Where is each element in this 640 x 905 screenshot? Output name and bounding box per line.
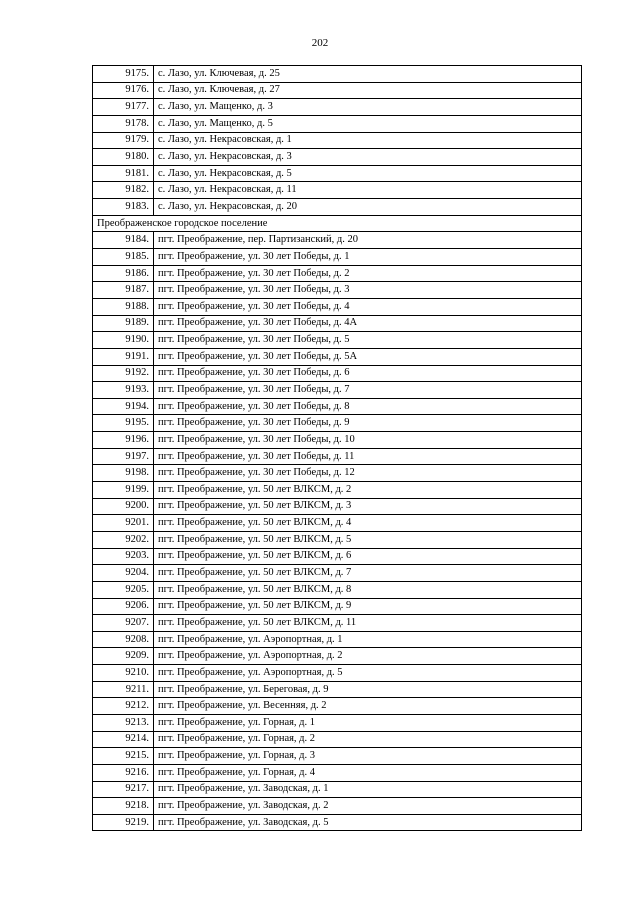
- table-row: [93, 598, 582, 615]
- row-number: 9177.: [93, 99, 154, 116]
- row-number: 9179.: [93, 132, 154, 149]
- row-number: 9191.: [93, 348, 154, 365]
- row-number: 9189.: [93, 315, 154, 332]
- table-row: [93, 182, 582, 199]
- row-number: 9185.: [93, 249, 154, 266]
- table-row: [93, 681, 582, 698]
- row-address: пгт. Преображение, ул. Заводская, д. 5: [154, 814, 582, 831]
- row-number: 9203.: [93, 548, 154, 565]
- table-row: [93, 432, 582, 449]
- table-row: [93, 115, 582, 132]
- table-row: [93, 665, 582, 682]
- row-address: пгт. Преображение, ул. 30 лет Победы, д. 5А: [154, 348, 582, 365]
- row-address: пгт. Преображение, ул. 30 лет Победы, д. 6: [154, 365, 582, 382]
- table-row: [93, 66, 582, 83]
- table-row: [93, 199, 582, 216]
- row-number: 9207.: [93, 615, 154, 632]
- row-address: пгт. Преображение, ул. Заводская, д. 1: [154, 781, 582, 798]
- section-heading: Преображенское городское поселение: [93, 215, 582, 232]
- table-row: [93, 515, 582, 532]
- table-row: [93, 781, 582, 798]
- row-address: с. Лазо, ул. Некрасовская, д. 5: [154, 165, 582, 182]
- table-row: [93, 648, 582, 665]
- row-number: 9183.: [93, 199, 154, 216]
- table-row: [93, 548, 582, 565]
- row-address: пгт. Преображение, ул. 50 лет ВЛКСМ, д. 5: [154, 531, 582, 548]
- row-address: с. Лазо, ул. Мащенко, д. 5: [154, 115, 582, 132]
- row-number: 9205.: [93, 581, 154, 598]
- row-address: пгт. Преображение, ул. 50 лет ВЛКСМ, д. 8: [154, 581, 582, 598]
- table-row: [93, 132, 582, 149]
- table-row: [93, 698, 582, 715]
- row-address: пгт. Преображение, ул. Горная, д. 2: [154, 731, 582, 748]
- address-table-body: [93, 66, 582, 831]
- table-row: [93, 282, 582, 299]
- table-row: [93, 165, 582, 182]
- page-number: 202: [311, 37, 329, 49]
- row-address: пгт. Преображение, ул. 30 лет Победы, д. 8: [154, 398, 582, 415]
- table-row: [93, 99, 582, 116]
- row-number: 9197.: [93, 448, 154, 465]
- row-number: 9216.: [93, 764, 154, 781]
- row-address: пгт. Преображение, ул. 50 лет ВЛКСМ, д. 9: [154, 598, 582, 615]
- row-address: пгт. Преображение, ул. 30 лет Победы, д. 1: [154, 249, 582, 266]
- row-number: 9217.: [93, 781, 154, 798]
- row-number: 9195.: [93, 415, 154, 432]
- row-address: с. Лазо, ул. Некрасовская, д. 20: [154, 199, 582, 216]
- row-number: 9190.: [93, 332, 154, 349]
- table-row: [93, 332, 582, 349]
- row-address: пгт. Преображение, ул. Горная, д. 3: [154, 748, 582, 765]
- row-address: с. Лазо, ул. Некрасовская, д. 3: [154, 149, 582, 166]
- table-row: [93, 232, 582, 249]
- table-row: [93, 149, 582, 166]
- table-row: [93, 448, 582, 465]
- table-row: [93, 748, 582, 765]
- table-row: [93, 631, 582, 648]
- row-number: 9198.: [93, 465, 154, 482]
- row-number: 9215.: [93, 748, 154, 765]
- row-number: 9201.: [93, 515, 154, 532]
- table-row: [93, 581, 582, 598]
- row-number: 9181.: [93, 165, 154, 182]
- row-number: 9180.: [93, 149, 154, 166]
- address-table: [92, 65, 582, 831]
- table-row: [93, 382, 582, 399]
- row-address: пгт. Преображение, ул. Аэропортная, д. 1: [154, 631, 582, 648]
- row-address: пгт. Преображение, ул. 30 лет Победы, д. 7: [154, 382, 582, 399]
- table-row: [93, 348, 582, 365]
- row-number: 9175.: [93, 66, 154, 83]
- table-row: [93, 814, 582, 831]
- table-row: [93, 249, 582, 266]
- table-row: [93, 798, 582, 815]
- row-address: с. Лазо, ул. Ключевая, д. 25: [154, 66, 582, 83]
- row-number: 9213.: [93, 714, 154, 731]
- row-address: пгт. Преображение, ул. 30 лет Победы, д. 3: [154, 282, 582, 299]
- table-row: [93, 265, 582, 282]
- row-address: пгт. Преображение, ул. Горная, д. 4: [154, 764, 582, 781]
- row-number: 9208.: [93, 631, 154, 648]
- row-number: 9199.: [93, 482, 154, 499]
- row-number: 9182.: [93, 182, 154, 199]
- row-address: пгт. Преображение, ул. Аэропортная, д. 5: [154, 665, 582, 682]
- row-address: пгт. Преображение, ул. 30 лет Победы, д. 11: [154, 448, 582, 465]
- row-address: с. Лазо, ул. Мащенко, д. 3: [154, 99, 582, 116]
- row-address: с. Лазо, ул. Некрасовская, д. 1: [154, 132, 582, 149]
- table-row: [93, 565, 582, 582]
- row-address: пгт. Преображение, ул. Весенняя, д. 2: [154, 698, 582, 715]
- row-address: пгт. Преображение, ул. 30 лет Победы, д. 4: [154, 298, 582, 315]
- row-number: 9211.: [93, 681, 154, 698]
- row-number: 9214.: [93, 731, 154, 748]
- row-address: пгт. Преображение, ул. 30 лет Победы, д. 12: [154, 465, 582, 482]
- row-number: 9202.: [93, 531, 154, 548]
- table-row: [93, 415, 582, 432]
- row-address: пгт. Преображение, ул. 50 лет ВЛКСМ, д. 6: [154, 548, 582, 565]
- row-address: пгт. Преображение, ул. Заводская, д. 2: [154, 798, 582, 815]
- row-address: пгт. Преображение, ул. 30 лет Победы, д. 5: [154, 332, 582, 349]
- row-address: пгт. Преображение, ул. Горная, д. 1: [154, 714, 582, 731]
- table-row: [93, 764, 582, 781]
- row-number: 9206.: [93, 598, 154, 615]
- row-number: 9194.: [93, 398, 154, 415]
- row-address: с. Лазо, ул. Ключевая, д. 27: [154, 82, 582, 99]
- row-address: пгт. Преображение, ул. 50 лет ВЛКСМ, д. 2: [154, 482, 582, 499]
- table-row: [93, 298, 582, 315]
- table-row: [93, 482, 582, 499]
- table-row: [93, 531, 582, 548]
- row-number: 9193.: [93, 382, 154, 399]
- row-number: 9210.: [93, 665, 154, 682]
- row-number: 9204.: [93, 565, 154, 582]
- table-row: [93, 315, 582, 332]
- row-address: пгт. Преображение, ул. 50 лет ВЛКСМ, д. 3: [154, 498, 582, 515]
- row-address: пгт. Преображение, пер. Партизанский, д. 20: [154, 232, 582, 249]
- row-address: пгт. Преображение, ул. 50 лет ВЛКСМ, д. 11: [154, 615, 582, 632]
- row-number: 9178.: [93, 115, 154, 132]
- row-address: пгт. Преображение, ул. 30 лет Победы, д. 4А: [154, 315, 582, 332]
- row-address: пгт. Преображение, ул. 30 лет Победы, д. 2: [154, 265, 582, 282]
- table-row: [93, 714, 582, 731]
- row-number: 9218.: [93, 798, 154, 815]
- row-number: 9188.: [93, 298, 154, 315]
- table-row: [93, 365, 582, 382]
- table-row: [93, 498, 582, 515]
- row-number: 9192.: [93, 365, 154, 382]
- row-number: 9187.: [93, 282, 154, 299]
- section-row: [93, 215, 582, 232]
- table-row: [93, 465, 582, 482]
- row-number: 9176.: [93, 82, 154, 99]
- table-row: [93, 731, 582, 748]
- row-number: 9209.: [93, 648, 154, 665]
- row-number: 9219.: [93, 814, 154, 831]
- table-row: [93, 615, 582, 632]
- row-address: пгт. Преображение, ул. 50 лет ВЛКСМ, д. 7: [154, 565, 582, 582]
- row-number: 9184.: [93, 232, 154, 249]
- row-number: 9200.: [93, 498, 154, 515]
- row-address: пгт. Преображение, ул. 30 лет Победы, д. 10: [154, 432, 582, 449]
- table-row: [93, 398, 582, 415]
- row-number: 9196.: [93, 432, 154, 449]
- row-address: пгт. Преображение, ул. 50 лет ВЛКСМ, д. 4: [154, 515, 582, 532]
- row-address: пгт. Преображение, ул. Береговая, д. 9: [154, 681, 582, 698]
- table-row: [93, 82, 582, 99]
- row-number: 9186.: [93, 265, 154, 282]
- row-address: с. Лазо, ул. Некрасовская, д. 11: [154, 182, 582, 199]
- row-address: пгт. Преображение, ул. 30 лет Победы, д. 9: [154, 415, 582, 432]
- row-address: пгт. Преображение, ул. Аэропортная, д. 2: [154, 648, 582, 665]
- row-number: 9212.: [93, 698, 154, 715]
